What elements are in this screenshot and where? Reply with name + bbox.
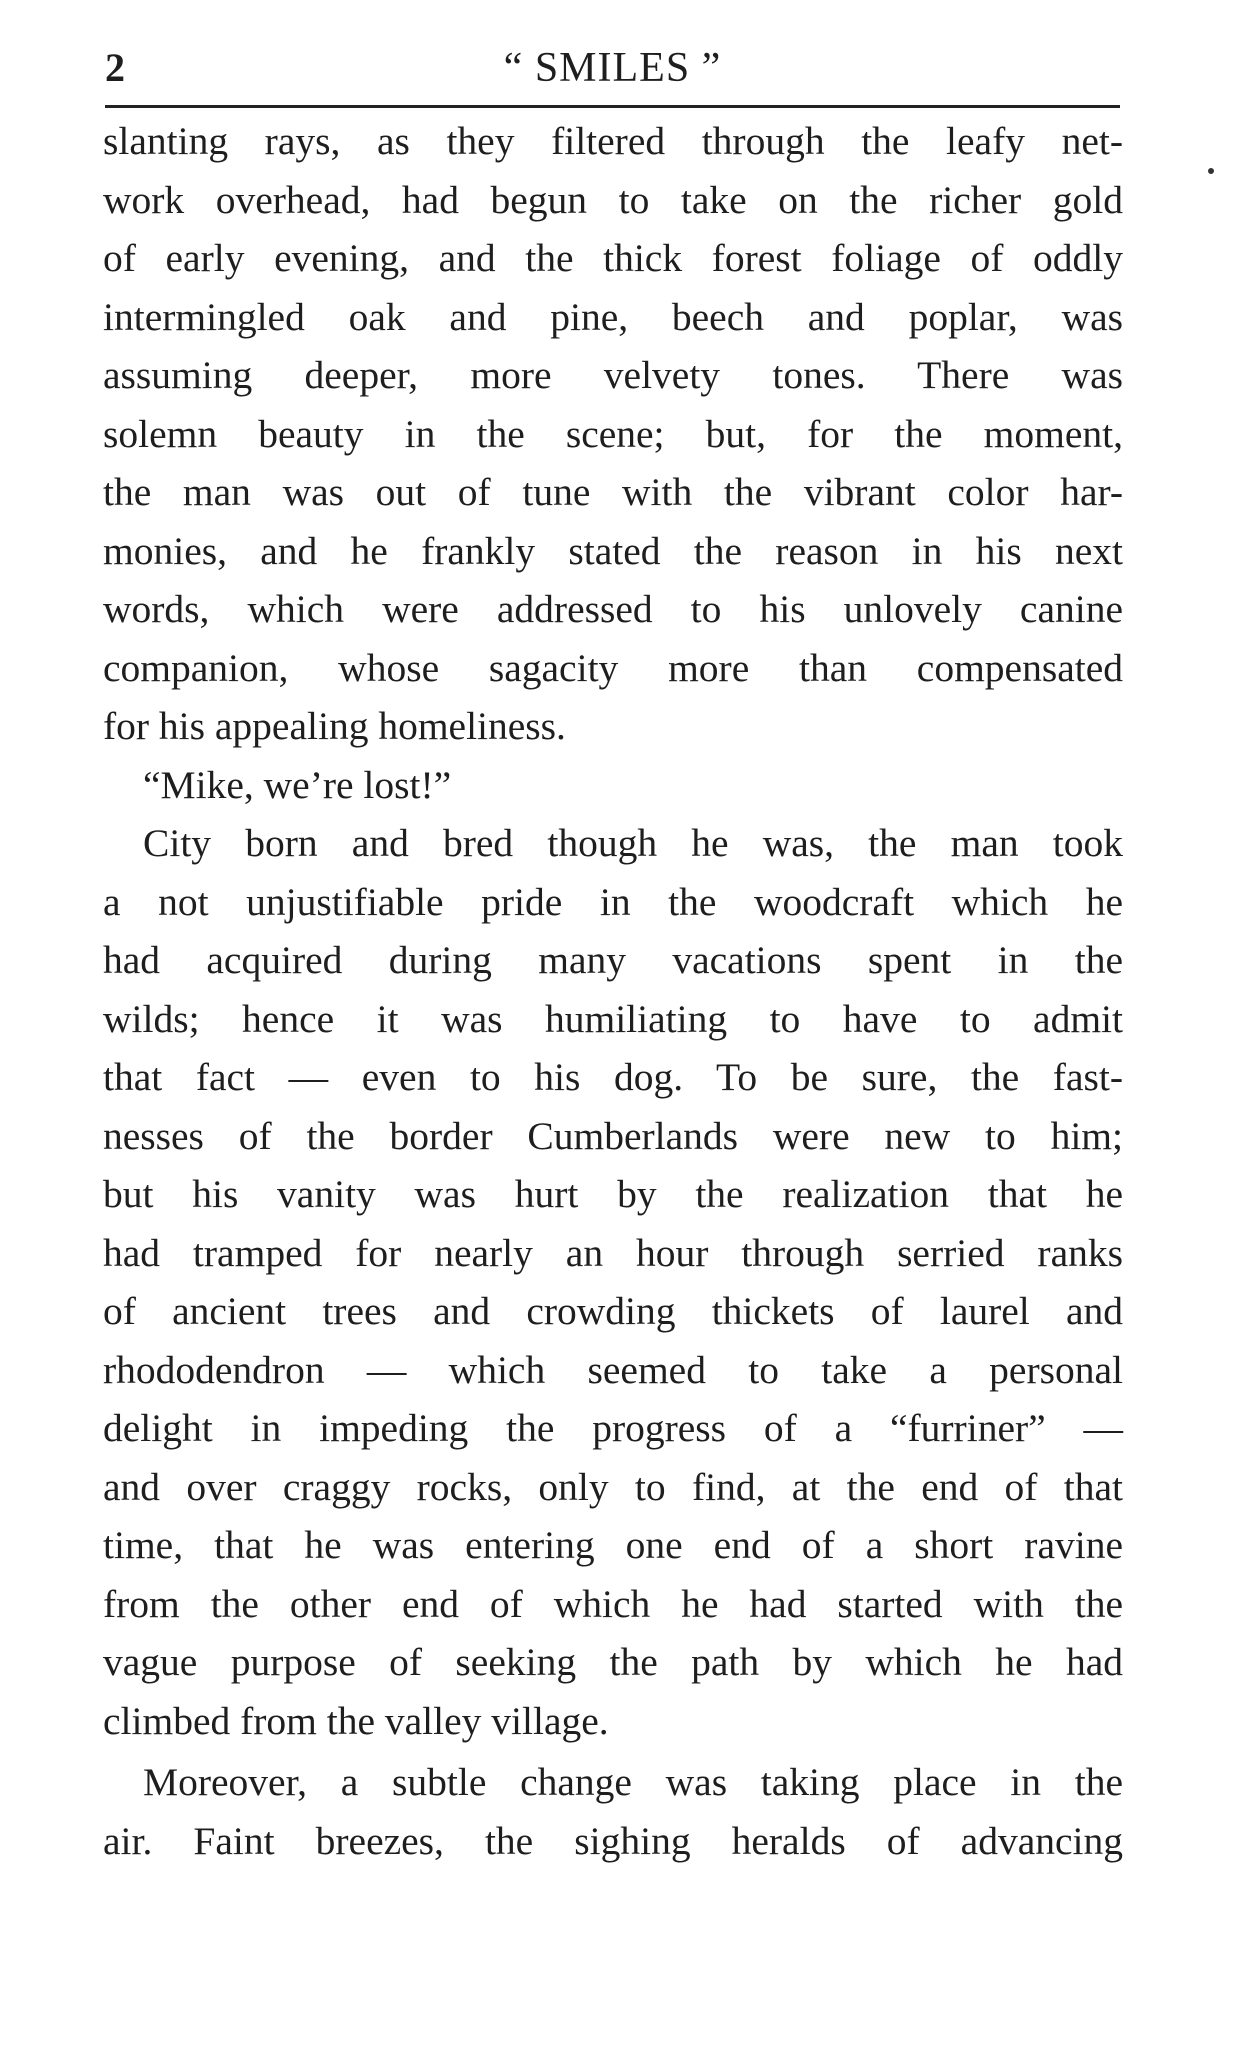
text-line: air. Faint breezes, the sighing heralds of advancing (103, 1818, 1123, 1863)
text-line: had tramped for nearly an hour through serried ranks (103, 1230, 1123, 1275)
text-line: of ancient trees and crowding thickets of laurel and (103, 1289, 1123, 1333)
running-title: “ SMILES ” (503, 45, 722, 91)
text-line: had acquired during many vacations spent in the (103, 938, 1123, 982)
paragraph-3 (103, 814, 1123, 1750)
text-line: assuming deeper, more velvety tones. There was (103, 353, 1123, 397)
text-line: the man was out of tune with the vibrant color har- (103, 470, 1123, 514)
text-line: but his vanity was hurt by the realization that he (103, 1172, 1123, 1216)
text-line: that fact — even to his dog. To be sure, the fast- (103, 1055, 1123, 1099)
text-line: monies, and he frankly stated the reason in his next (103, 528, 1123, 573)
text-line: work overhead, had begun to take on the richer gold (103, 177, 1123, 222)
text-line: City born and bred though he was, the man took (143, 821, 1123, 865)
text-line: wilds; hence it was humiliating to have to admit (103, 996, 1123, 1041)
text-line: intermingled oak and pine, beech and poplar, was (103, 294, 1123, 339)
text-line: Moreover, a subtle change was taking place in the (143, 1760, 1123, 1804)
text-line: companion, whose sagacity more than compensated (103, 645, 1123, 690)
text-line: climbed from the valley village. (103, 1698, 609, 1743)
text-line: time, that he was entering one end of a short ravine (103, 1523, 1123, 1567)
text-line: vague purpose of seeking the path by which he had (103, 1640, 1123, 1684)
text-line: solemn beauty in the scene; but, for the moment, (103, 411, 1123, 456)
header-rule (105, 105, 1120, 108)
text-line: “Mike, we’re lost!” (143, 762, 452, 807)
text-line: and over craggy rocks, only to find, at the end of that (103, 1464, 1123, 1509)
text-line: of early evening, and the thick forest foliage of oddly (103, 236, 1123, 280)
text-line: rhododendron — which seemed to take a personal (103, 1347, 1123, 1392)
ink-speck (1208, 168, 1214, 174)
paragraph-2 (103, 756, 1123, 815)
paragraph-4 (103, 1753, 1123, 1870)
text-line: slanting rays, as they filtered through the leafy net- (103, 119, 1123, 163)
paragraph-1 (103, 112, 1123, 756)
text-line: words, which were addressed to his unlovely canine (103, 587, 1123, 631)
text-line: delight in impeding the progress of a “furriner” — (103, 1406, 1123, 1450)
page-number: 2 (105, 45, 125, 90)
text-line: for his appealing homeliness. (103, 704, 566, 748)
body-text (103, 112, 1123, 1870)
text-line: a not unjustifiable pride in the woodcraft which he (103, 879, 1123, 924)
running-head (105, 38, 1120, 98)
text-line: nesses of the border Cumberlands were new to him; (103, 1113, 1123, 1158)
text-line: from the other end of which he had started with the (103, 1581, 1123, 1626)
